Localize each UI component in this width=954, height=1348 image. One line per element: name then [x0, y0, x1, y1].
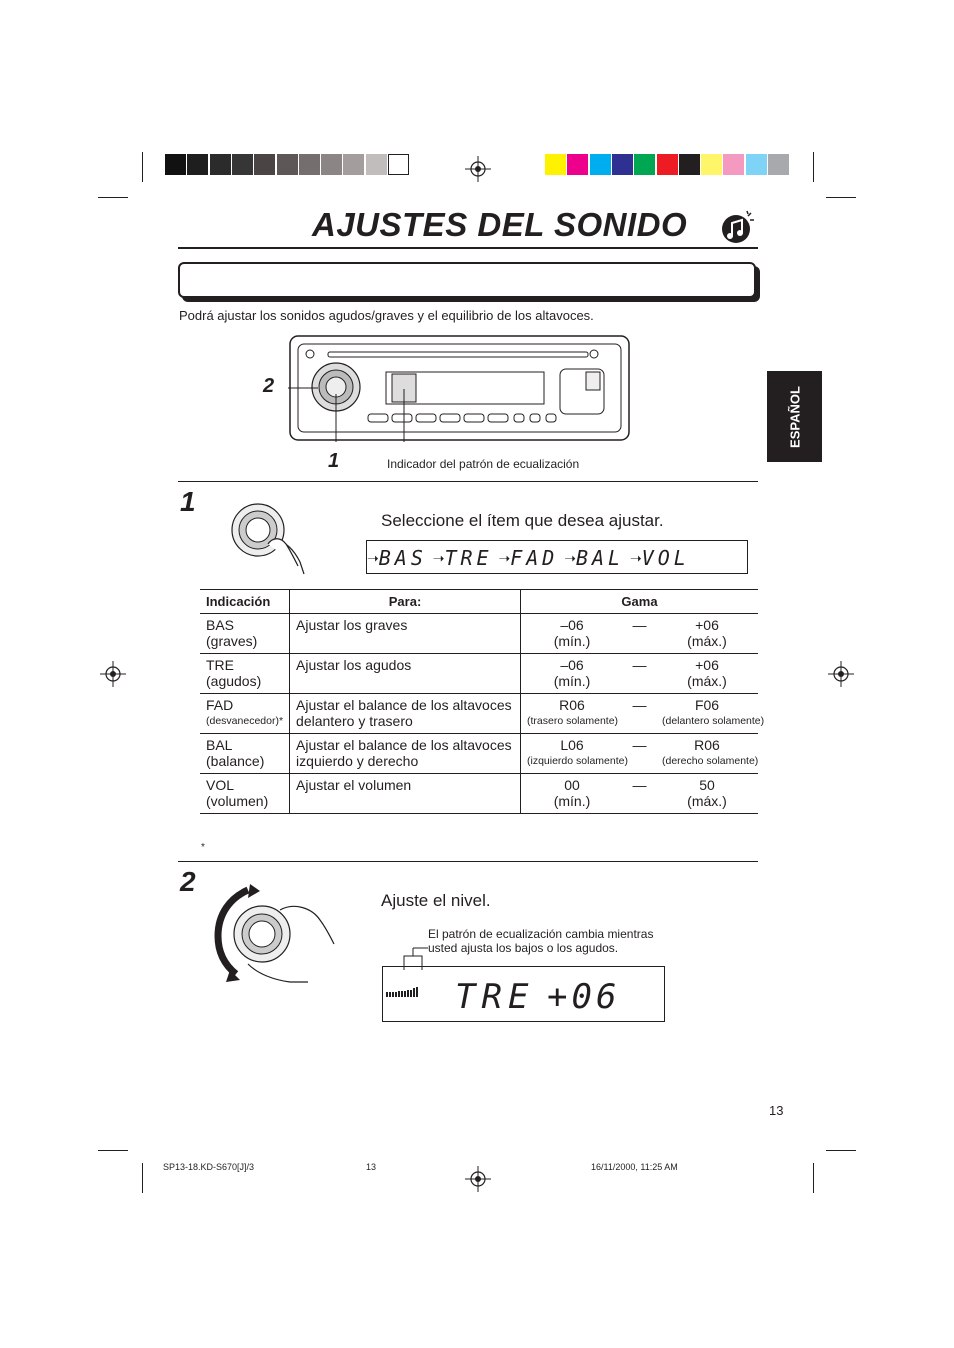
crop-mark — [98, 1150, 128, 1151]
range-max: +06 — [695, 617, 719, 633]
gray-swatch — [299, 154, 320, 175]
cell-para: Ajustar el balance de los altavoces izquierdo y derecho — [290, 734, 521, 774]
step2-rule — [178, 861, 758, 862]
sequence-item-bal: BAL — [575, 546, 625, 570]
table-row — [200, 694, 758, 734]
table-row — [200, 654, 758, 694]
range-dash: — — [632, 737, 647, 753]
section-header-bar — [178, 262, 756, 298]
table-row — [200, 774, 758, 814]
sound-settings-table — [200, 589, 765, 814]
lcd-value: +06 — [547, 977, 621, 1017]
crop-mark — [142, 152, 143, 182]
range-min-desc: (mín.) — [553, 633, 591, 649]
gray-swatch — [232, 154, 253, 175]
crop-mark — [813, 1163, 814, 1193]
cell-indicacion — [200, 694, 290, 734]
sequence-item-tre: TRE — [444, 546, 493, 570]
indicacion-code: TRE — [206, 657, 234, 673]
gray-swatch — [388, 154, 409, 175]
eq-indicator-caption: Indicador del patrón de ecualización — [387, 457, 580, 471]
cell-indicacion — [200, 774, 290, 814]
table-row — [200, 734, 758, 774]
footer-date: 16/11/2000, 11:25 AM — [591, 1162, 678, 1172]
color-swatch — [746, 154, 767, 175]
cell-gama — [521, 654, 759, 694]
footer-page: 13 — [366, 1162, 377, 1172]
step2-number: 2 — [180, 866, 196, 897]
cell-gama — [521, 614, 759, 654]
range-min: –06 — [560, 657, 584, 673]
diagram-label-knob: 2 — [263, 375, 275, 397]
gray-swatch — [254, 154, 275, 175]
sequence-item-fad: FAD — [510, 546, 559, 570]
cell-gama — [521, 694, 765, 734]
sequence-arrow-icon: ➝ — [629, 549, 642, 566]
page-title: AJUSTES DEL SONIDO — [312, 206, 688, 243]
step1-rule — [178, 481, 758, 482]
gray-swatch — [165, 154, 186, 175]
color-swatch — [723, 154, 744, 175]
registration-mark-icon — [100, 661, 126, 687]
color-swatch — [634, 154, 655, 175]
indicacion-desc: (agudos) — [206, 673, 262, 689]
eq-note-line1: El patrón de ecualización cambia mientras — [428, 927, 654, 941]
language-tab — [767, 371, 822, 462]
sequence-item-bas: BAS — [378, 546, 427, 570]
footer-file: SP13-18.KD-S670[J]/3 — [163, 1162, 255, 1172]
range-dash: — — [632, 617, 647, 633]
sequence-arrow-icon: ➝ — [498, 549, 511, 566]
range-min-desc: (mín.) — [553, 673, 591, 689]
gray-swatch — [187, 154, 208, 175]
control-dial-turn-icon — [208, 884, 338, 986]
cell-para: Ajustar los graves — [290, 614, 521, 654]
range-dash: — — [632, 777, 647, 793]
cell-para: Ajustar el volumen — [290, 774, 521, 814]
registration-mark-icon — [828, 661, 854, 687]
table-footnote: * — [201, 842, 205, 853]
cell-indicacion — [200, 614, 290, 654]
step2-instruction: Ajuste el nivel. — [381, 891, 491, 910]
range-max: 50 — [699, 777, 715, 793]
cell-indicacion — [200, 654, 290, 694]
range-max-desc: (máx.) — [687, 633, 727, 649]
table-header-para: Para: — [290, 590, 521, 614]
color-swatch — [679, 154, 700, 175]
crop-mark — [813, 152, 814, 182]
crop-mark — [826, 197, 856, 198]
range-max: R06 — [694, 737, 720, 753]
gray-swatch — [321, 154, 342, 175]
sequence-item-vol: VOL — [641, 546, 690, 570]
crop-mark — [142, 1163, 143, 1193]
color-swatch — [545, 154, 566, 175]
table-row — [200, 614, 758, 654]
music-note-icon — [718, 210, 758, 244]
title-rule — [178, 247, 758, 249]
color-swatch — [612, 154, 633, 175]
indicacion-desc: (volumen) — [206, 793, 269, 809]
range-dash: — — [632, 697, 647, 713]
range-max-desc: (derecho solamente) — [662, 755, 759, 767]
sequence-arrow-icon: ➝ — [432, 549, 445, 566]
range-min-desc: (mín.) — [553, 793, 591, 809]
color-swatch — [567, 154, 588, 175]
crop-mark — [826, 1150, 856, 1151]
sequence-arrow-icon: ➝ — [367, 549, 379, 566]
diagram-label-sel: 1 — [328, 450, 340, 472]
color-swatch — [590, 154, 611, 175]
cell-gama — [521, 774, 759, 814]
intro-text: Podrá ajustar los sonidos agudos/graves y el equilibrio de los altavoces. — [179, 308, 594, 323]
eq-note-line2: usted ajusta los bajos o los agudos. — [428, 941, 619, 955]
indicacion-desc: (graves) — [206, 633, 258, 649]
sel-button-press-icon — [228, 500, 308, 578]
gray-swatch — [343, 154, 364, 175]
registration-mark-icon — [465, 1166, 491, 1192]
cell-indicacion — [200, 734, 290, 774]
color-swatch — [701, 154, 722, 175]
indicacion-code: FAD — [206, 697, 234, 713]
table-header-gama: Gama — [521, 590, 759, 614]
item-sequence-box — [366, 540, 748, 574]
step1-number: 1 — [180, 486, 196, 517]
range-max-desc: (máx.) — [687, 793, 727, 809]
indicacion-desc: (desvanecedor)* — [206, 715, 284, 727]
language-tab-label: ESPAÑOL — [787, 385, 802, 448]
crop-mark — [98, 197, 128, 198]
table-header-indicacion: Indicación — [200, 590, 290, 614]
range-min: L06 — [560, 737, 584, 753]
cell-para: Ajustar el balance de los altavoces delantero y trasero — [290, 694, 521, 734]
indicacion-desc: (balance) — [206, 753, 265, 769]
indicacion-code: BAS — [206, 617, 235, 633]
color-swatch — [768, 154, 789, 175]
color-swatch — [657, 154, 678, 175]
range-min: 00 — [564, 777, 580, 793]
indicacion-code: BAL — [206, 737, 233, 753]
range-max-desc: (máx.) — [687, 673, 727, 689]
range-min: –06 — [560, 617, 584, 633]
lcd-display — [382, 966, 665, 1022]
range-max: F06 — [694, 697, 720, 713]
gray-swatch — [210, 154, 231, 175]
registration-mark-icon — [465, 156, 491, 182]
gray-swatch — [277, 154, 298, 175]
range-max-desc: (delantero solamente) — [662, 715, 765, 727]
lcd-item: TRE — [455, 977, 535, 1017]
step1-instruction: Seleccione el ítem que desea ajustar. — [381, 511, 664, 530]
eq-pattern-icon — [386, 986, 420, 998]
page-number: 13 — [769, 1103, 784, 1118]
range-max: +06 — [695, 657, 719, 673]
cell-para: Ajustar los agudos — [290, 654, 521, 694]
range-min: R06 — [559, 697, 585, 713]
range-dash: — — [632, 657, 647, 673]
cell-gama — [521, 734, 759, 774]
range-min-desc: (izquierdo solamente) — [527, 755, 628, 767]
sequence-arrow-icon: ➝ — [564, 549, 576, 566]
range-min-desc: (trasero solamente) — [527, 715, 619, 727]
gray-swatch — [366, 154, 387, 175]
car-stereo-diagram — [288, 334, 632, 442]
indicacion-code: VOL — [206, 777, 235, 793]
